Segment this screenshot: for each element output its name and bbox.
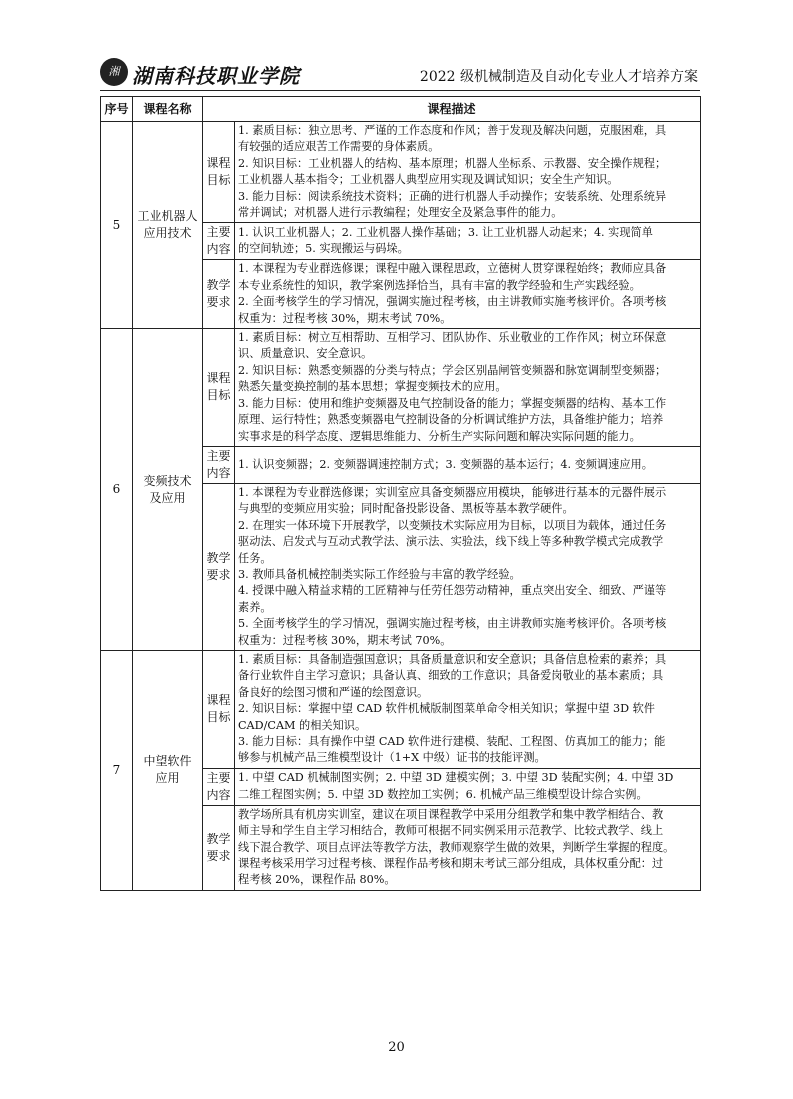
description-line: 1. 素质目标：独立思考、严谨的工作态度和作风；善于发现及解决问题，克服困难，具 xyxy=(238,124,667,137)
table-header-row xyxy=(101,97,701,122)
description-line: 任务。 xyxy=(238,551,272,565)
section-label-line: 课程 xyxy=(206,693,231,708)
section-label-line: 主要 xyxy=(206,225,231,240)
description-line: 1. 中望 CAD 机械制图实例；2. 中望 3D 建模实例；3. 中望 3D 装配实例；4. 中望 3D xyxy=(238,771,674,785)
header-course-desc: 课程描述 xyxy=(203,97,701,122)
section-label xyxy=(203,260,235,329)
description-line: 2. 知识目标：工业机器人的结构、基本原理；机器人坐标系、示教器、安全操作规程； xyxy=(238,156,667,170)
section-label-line: 内容 xyxy=(206,787,231,802)
description-line: 备行业软件自主学习意识；具备认真、细致的工作意识；具备爱岗敬业的基本素质；具 xyxy=(238,669,664,683)
section-label xyxy=(203,483,235,650)
section-label-line: 教学 xyxy=(206,831,231,846)
course-name-line: 变频技术 xyxy=(143,473,192,488)
table-row xyxy=(101,122,701,223)
page-header xyxy=(100,56,700,91)
section-label-line: 要求 xyxy=(206,848,231,863)
course-table xyxy=(100,96,701,891)
description-line: 1. 本课程为专业群选修课；实训室应具备变频器应用模块，能够进行基本的元器件展示 xyxy=(238,485,667,499)
description-line: 常并调试；对机器人进行示教编程；处理安全及紧急事件的能力。 xyxy=(238,206,563,220)
section-label-line: 主要 xyxy=(206,770,231,785)
description-line: 2. 知识目标：熟悉变频器的分类与特点；学会区别晶闸管变频器和脉宽调制型变频器； xyxy=(238,363,667,377)
description-line: 3. 能力目标：阅读系统技术资料；正确的进行机器人手动操作；安装系统、处理系统异 xyxy=(238,189,667,203)
section-label xyxy=(203,223,235,260)
description-line: CAD/CAM 的相关知识。 xyxy=(238,718,367,732)
section-label-line: 课程 xyxy=(206,156,231,171)
course-seq: 7 xyxy=(101,650,133,890)
description-line: 有较强的适应艰苦工作需要的身体素质。 xyxy=(238,140,440,154)
document-title: 2022 级机械制造及自动化专业人才培养方案 xyxy=(419,69,698,85)
section-label-line: 内容 xyxy=(206,242,231,257)
section-label-line: 目标 xyxy=(206,173,231,188)
section-description xyxy=(235,122,701,223)
section-label xyxy=(203,446,235,483)
school-seal-icon: 湘 xyxy=(100,58,128,86)
course-seq: 5 xyxy=(101,122,133,329)
header-seq: 序号 xyxy=(101,97,133,122)
description-line: 二维工程图实例；5. 中望 3D 数控加工实例；6. 机械产品三维模型设计综合实例。 xyxy=(238,787,648,801)
school-logo-text: 湖南科技职业学院 xyxy=(132,64,300,88)
course-name xyxy=(133,329,203,651)
section-label-line: 主要 xyxy=(206,448,231,463)
table-row xyxy=(101,650,701,768)
section-label xyxy=(203,768,235,805)
description-line: 2. 知识目标：掌握中望 CAD 软件机械版制图菜单命令相关知识；掌握中望 3D 软件 xyxy=(238,702,655,716)
course-name-line: 中望软件 xyxy=(143,754,192,769)
course-name-line: 工业机器人 xyxy=(137,209,198,224)
section-label xyxy=(203,805,235,890)
section-description xyxy=(235,650,701,768)
page-number: 20 xyxy=(388,1040,405,1055)
description-line: 本专业系统性的知识，教学案例选择恰当，具有丰富的教学经验和生产实践经验。 xyxy=(238,278,641,292)
description-line: 权重为：过程考核 30%，期末考试 70%。 xyxy=(238,311,452,325)
section-description xyxy=(235,768,701,805)
course-seq: 6 xyxy=(101,329,133,651)
description-line: 线下混合教学、项目点评法等教学方法，教师观察学生做的效果，判断学生掌握的程度。 xyxy=(238,840,675,854)
section-label-line: 教学 xyxy=(206,550,231,565)
course-name-line: 及应用 xyxy=(149,490,186,505)
description-line: 1. 认识变频器；2. 变频器调速控制方式；3. 变频器的基本运行；4. 变频调速应用。 xyxy=(238,457,653,471)
description-line: 师主导和学生自主学习相结合，教师可根据不同实例采用示范教学、比较式教学、线上 xyxy=(238,824,664,838)
description-line: 1. 素质目标：树立互相帮助、互相学习、团队协作、乐业敬业的工作作风；树立环保意 xyxy=(238,331,667,345)
description-line: 原理、运行特性；熟悉变频器电气控制设备的分析调试维护方法，具备维护能力；培养 xyxy=(238,413,664,427)
description-line: 教学场所具有机房实训室，建议在项目课程教学中采用分组教学和集中教学相结合、教 xyxy=(238,807,664,821)
description-line: 熟悉矢量变换控制的基本思想；掌握变频技术的应用。 xyxy=(238,380,507,394)
section-description xyxy=(235,260,701,329)
description-line: 课程考核采用学习过程考核、课程作品考核和期末考试三部分组成，具体权重分配：过 xyxy=(238,857,664,871)
description-line: 的空间轨迹；5. 实现搬运与码垛。 xyxy=(238,242,409,256)
section-description xyxy=(235,329,701,447)
section-label-line: 目标 xyxy=(206,710,231,725)
description-line: 实事求是的科学态度、逻辑思维能力、分析生产实际问题和解决实际问题的能力。 xyxy=(238,429,641,443)
section-label xyxy=(203,329,235,447)
description-line: 程考核 20%，课程作品 80%。 xyxy=(238,873,396,887)
course-name xyxy=(133,122,203,329)
section-description xyxy=(235,223,701,260)
section-label-line: 要求 xyxy=(206,295,231,310)
description-line: 工业机器人基本指令；工业机器人典型应用实现及调试知识；安全生产知识。 xyxy=(238,173,619,187)
section-label-line: 教学 xyxy=(206,278,231,293)
description-line: 1. 本课程为专业群选修课；课程中融入课程思政，立德树人贯穿课程始终；教师应具备 xyxy=(238,262,667,276)
description-line: 权重为：过程考核 30%，期末考试 70%。 xyxy=(238,633,452,647)
description-line: 备良好的绘图习惯和严谨的绘图意识。 xyxy=(238,685,429,699)
description-line: 与典型的变频应用实验；同时配备投影设备、黑板等基本教学硬件。 xyxy=(238,502,574,516)
description-line: 2. 全面考核学生的学习情况，强调实施过程考核，由主讲教师实施考核评价。各项考核 xyxy=(238,295,667,309)
section-label xyxy=(203,650,235,768)
description-line: 4. 授课中融入精益求精的工匠精神与任劳任怨劳动精神，重点突出安全、细致、严谨等 xyxy=(238,584,667,598)
section-description xyxy=(235,805,701,890)
description-line: 3. 能力目标：具有操作中望 CAD 软件进行建模、装配、工程图、仿真加工的能力；能 xyxy=(238,735,666,748)
section-label-line: 目标 xyxy=(206,388,231,403)
course-name xyxy=(133,650,203,890)
description-line: 素养。 xyxy=(238,600,272,614)
section-label xyxy=(203,122,235,223)
description-line: 5. 全面考核学生的学习情况，强调实施过程考核，由主讲教师实施考核评价。各项考核 xyxy=(238,617,667,631)
description-line: 够参与机械产品三维模型设计（1+X 中级）证书的技能评测。 xyxy=(238,751,546,765)
header-course-name: 课程名称 xyxy=(133,97,203,122)
description-line: 2. 在理实一体环境下开展教学，以变频技术实际应用为目标，以项目为载体，通过任务 xyxy=(238,518,667,532)
table-row xyxy=(101,329,701,447)
description-line: 1. 素质目标：具备制造强国意识；具备质量意识和安全意识；具备信息检索的素养；具 xyxy=(238,652,667,666)
section-label-line: 要求 xyxy=(206,567,231,582)
description-line: 3. 教师具备机械控制类实际工作经验与丰富的教学经验。 xyxy=(238,567,521,581)
course-name-line: 应用 xyxy=(155,771,180,786)
description-line: 驱动法、启发式与互动式教学法、演示法、实验法，线下线上等多种教学模式完成教学 xyxy=(238,535,664,549)
section-label-line: 课程 xyxy=(206,371,231,386)
section-description xyxy=(235,483,701,650)
course-name-line: 应用技术 xyxy=(143,226,192,241)
description-line: 3. 能力目标：使用和维护变频器及电气控制设备的能力；掌握变频器的结构、基本工作 xyxy=(238,396,667,410)
section-label-line: 内容 xyxy=(206,465,231,480)
description-line: 1. 认识工业机器人；2. 工业机器人操作基础；3. 让工业机器人动起来；4. 实现简单 xyxy=(238,226,653,240)
description-line: 识、质量意识、安全意识。 xyxy=(238,347,373,361)
section-description xyxy=(235,446,701,483)
